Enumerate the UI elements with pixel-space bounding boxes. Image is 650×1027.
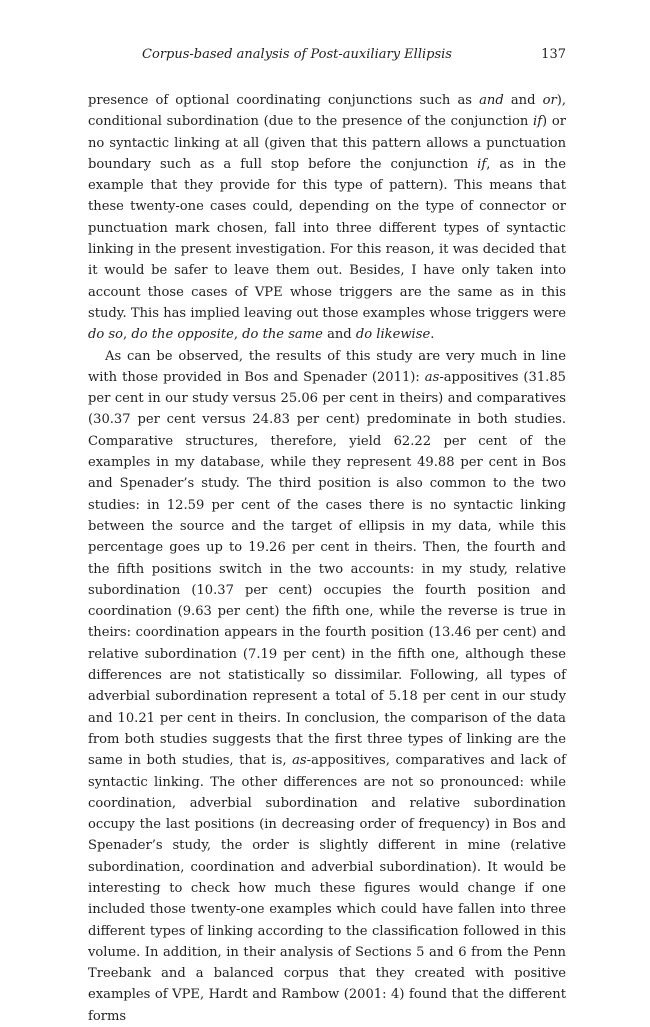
italic-term: do the opposite (131, 327, 234, 343)
text-run: , (123, 327, 132, 343)
running-head (88, 46, 566, 64)
text-run: -appositives (31.85 per cent in our study versus 25.06 per cent in theirs) and comparatives (30.37 per cent versus 24.83 per cent) predominate in both studies. Comparative structures, therefore, yield 62.22 per cent of the examples in my database, while they represent 49.88 per cent in Bos and Spenader’s study. The third position is also common to the two studies: in 12.59 per cent of the cases there is no syntactic linking between the source and the target of ellipsis in my data, while this percentage goes up to 19.26 per cent in theirs. Then, the fourth and the fifth positions switch in the two accounts: in my study, relative subordination (10.37 per cent) occupies the fourth position and coordination (9.63 per cent) the fifth one, while the reverse is true in theirs: coordination appears in the fourth position (13.46 per cent) and relative subordination (7.19 per cent) in the fifth one, although these differences are not statistically so dissimilar. Following, all types of adverbial subordination represent a total of 5.18 per cent in our study and 10.21 per cent in theirs. In conclusion, the comparison of the data from both studies suggests that the first three types of linking are the same in both studies, that is, (88, 369, 567, 769)
italic-term: if (477, 156, 487, 172)
running-title: Corpus-based analysis of Post-auxiliary Ellipsis (142, 47, 452, 62)
text-run: ), conditional subordination (due to the presence of the conjunction (88, 93, 566, 130)
text-run: , as in the example that they provide for this type of pattern). This means that these twenty-one cases could, depending on the type of connector or punctuation mark chosen, fall into three different types of syntactic linking in the present investigation. For this reason, it was decided that it would be safer to leave them out. Besides, I have only taken into account those cases of VPE whose triggers are the same as in this study. This has implied leaving out those examples whose triggers were (88, 156, 566, 321)
italic-term: do so (88, 327, 124, 343)
body-text (88, 90, 566, 1027)
italic-term: if (533, 114, 543, 130)
italic-term: do likewise (355, 327, 431, 343)
italic-term: or (542, 93, 557, 108)
italic-term: as (424, 369, 440, 385)
text-run: As can be observed, the results of this study are very much in line with those provided in Bos and Spenader (2011): (88, 348, 566, 385)
text-run: ) or no syntactic linking at all (given that this pattern allows a punctuation boundary such as a full stop before the conjunction (88, 114, 566, 172)
paragraph-continued (88, 90, 566, 346)
paragraph-results-comparison (88, 346, 566, 1027)
page-number: 137 (541, 47, 566, 62)
italic-term: do the same (242, 327, 323, 343)
text-run: presence of optional coordinating conjunctions such as (88, 93, 480, 108)
text-run: , (233, 327, 243, 343)
text-run: . (430, 327, 435, 343)
text-run: -appositives, comparatives and lack of syntactic linking. The other differences are not so pronounced: while coordination, adverbial subordination and relative subordination occupy the last positions (in decreasing order of frequency) in Bos and Spenader’s study, the order is slightly different in mine (relative subordination, coordination and adverbial subordination). It would be interesting to check how much these figures would change if one included those twenty-one examples which could have fallen into three different types of linking according to the classification followed in this volume. In addition, in their analysis of Sections 5 and 6 from the Penn Treebank and a balanced corpus that they created with positive examples of VPE, Hardt and Rambow (2001: 4) found that the different forms (88, 753, 566, 1024)
text-run: and (322, 327, 356, 343)
italic-term: as (292, 753, 307, 769)
italic-term: and (479, 93, 504, 108)
text-run: and (503, 93, 543, 108)
